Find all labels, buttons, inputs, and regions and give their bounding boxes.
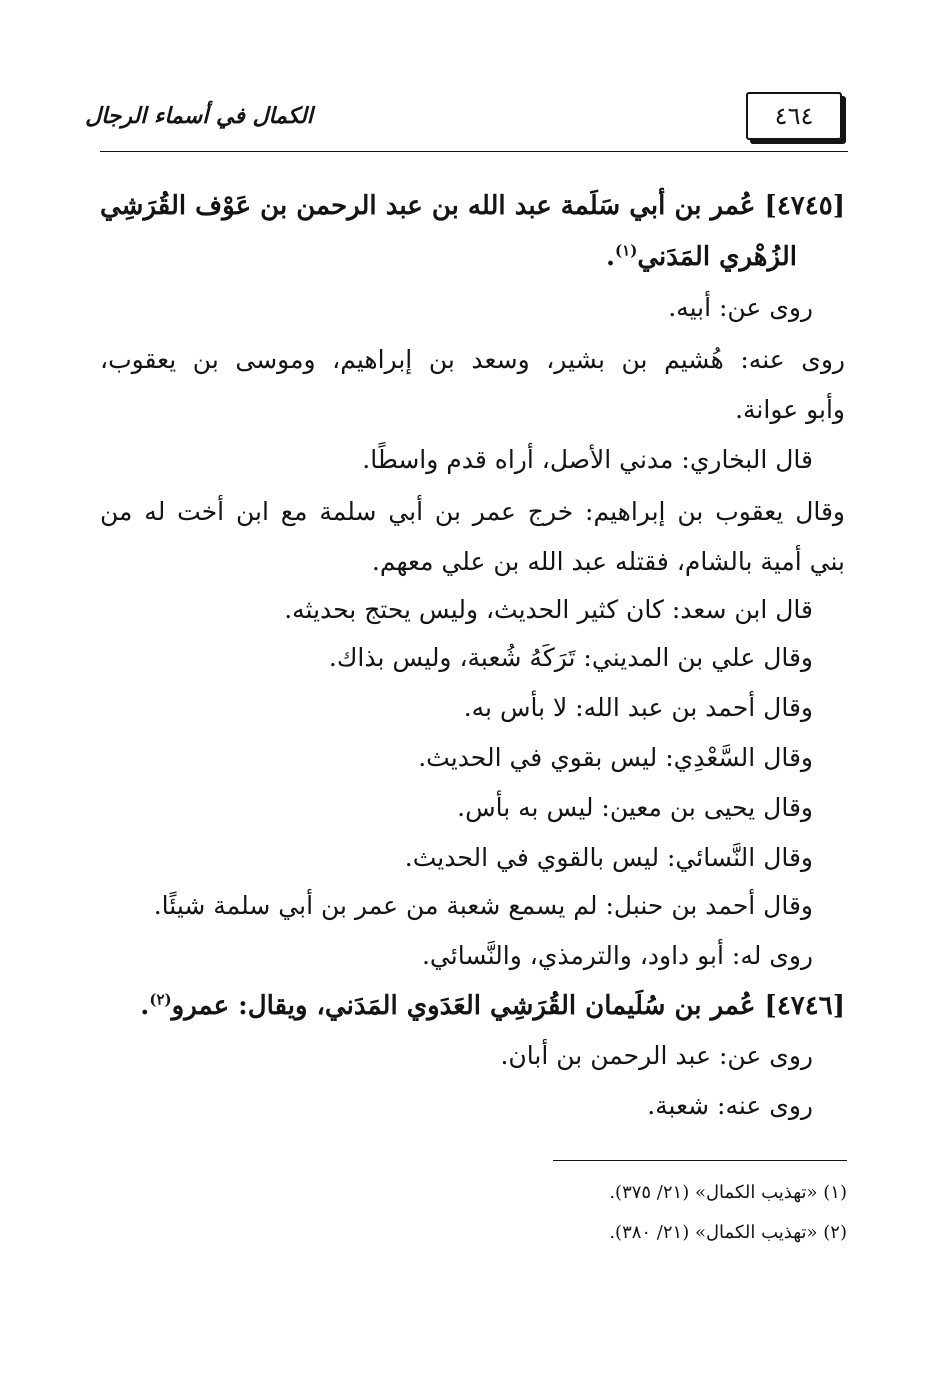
text-line: وقال السَّعْدِي: ليس بقوي في الحديث. [418,743,813,772]
footnote-mark: (١) [615,241,638,260]
entry-heading-4746 [140,986,845,1026]
footnote-1: (١) «تهذيب الكمال» (٢١/ ٣٧٥). [609,1182,847,1203]
text-line: وقال أحمد بن عبد الله: لا بأس به. [463,693,813,722]
heading-end: . [140,991,150,1021]
text-line: قال البخاري: مدني الأصل، أراه قدم واسطًا. [362,445,813,474]
running-title: الكمال في أسماء الرجال [85,103,313,129]
text-line: روى عن: أبيه. [668,293,813,322]
text-line: وقال يحيى بن معين: ليس به بأس. [457,793,813,822]
heading-text: [٤٧٤٦] عُمر بن سُلَيمان القُرَشِي العَدَوي المَدَني، ويقال: عمرو [171,991,845,1021]
text-line: قال ابن سعد: كان كثير الحديث، وليس يحتج بحديثه. [284,595,813,624]
text-line: وقال النَّسائي: ليس بالقوي في الحديث. [404,843,813,872]
text-line: روى عن: عبد الرحمن بن أبان. [500,1041,813,1070]
entry-heading-4745-cont [606,237,797,277]
text-line: روى عنه: هُشيم بن بشير، وسعد بن إبراهيم، وموسى بن يعقوب، [100,345,845,374]
footnote-2: (٢) «تهذيب الكمال» (٢١/ ٣٨٠). [609,1222,847,1243]
header-rule [100,151,848,152]
text-line: وقال أحمد بن حنبل: لم يسمع شعبة من عمر بن أبي سلمة شيئًا. [153,891,813,920]
page-number: ٤٦٤ [746,92,842,140]
text-line: وأبو عوانة. [735,395,845,424]
heading-text: الزُهْري المَدَني [637,242,797,272]
text-line: روى عنه: شعبة. [647,1091,813,1120]
footnote-mark: (٢) [149,990,172,1009]
heading-end: . [605,242,616,272]
footnote-rule [553,1160,847,1161]
text-line: روى له: أبو داود، والترمذي، والنَّسائي. [421,941,813,970]
text-line: بني أمية بالشام، فقتله عبد الله بن علي معهم. [371,547,845,576]
text-line: وقال يعقوب بن إبراهيم: خرج عمر بن أبي سلمة مع ابن أخت له من [100,497,845,526]
entry-heading-4745: [٤٧٤٥] عُمر بن أبي سَلَمة عبد الله بن عبد الرحمن بن عَوْف القُرَشِي [100,191,845,221]
text-line: وقال علي بن المديني: تَرَكَهُ شُعبة، وليس بذاك. [328,643,813,672]
page-header [85,80,848,152]
